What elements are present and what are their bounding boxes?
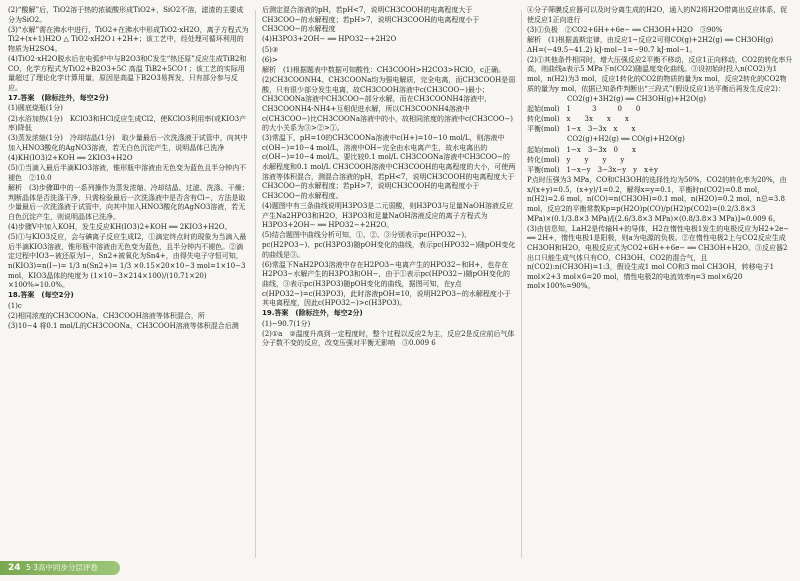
paragraph: 解析 (1)根据盖斯定律，由反应1−反应2可得CO(g)+2H2(g) ══ CH3OH(g) ΔH=(−49.5−41.2) kJ·mol−1=−90.7 kJ·mol−1。 — [527, 35, 781, 54]
paragraph: (3)①负极 ②CO2+6H++6e− ══ CH3OH+H2O ③90% — [527, 25, 723, 34]
column-divider — [255, 10, 256, 558]
column-left — [8, 6, 250, 332]
paragraph: (5)①与KIO3反应，会与碘离子反应生成I2，①滴定终点时的现象为当滴入最后半滴KIO3溶液，锥形瓶中溶液由无色变为蓝色，且半分钟内不褪色。②滴定过程中IO3−被还原为I−，Sn2+被氧化为Sn4+，由得失电子守恒可知，n(KIO3)=n(I−)= 1/3 n(Sn2+)= 1/3 ×0.15×20×10−3 mol=1×10−3 mol，KIO3晶体的纯度为 (1×10−3×214×100)/(10.71×20) ×100%≈10.0%。 — [8, 233, 248, 290]
paragraph: (3)由信息知，LaH2是传输H+的导体，H2在惰性电极1发生的电极反应为H2+2e− ══ 2H+，惰性电极1是阳极，则a为电源的负极。②在惰性电极2上与CO2反应生成CH3OH和H2O，电极反应式为CO2+6H++6e− ══ CH3OH+H2O。③反应器2出口只能生成气体只有CO，CH3OH、CO2的混合气，且n(CO2):n(CH3OH)=1:3，假设生成1 mol CO和3 mol CH3OH，转移电子1 mol×2+3 mol×6=20 mol，惰性电极2的电流效率η=3 mol×6/20 mol×100%=90%。 — [527, 224, 792, 291]
paragraph: (2)①a ②温度升高到一定程度时，整个过程以反应2为主，反应2是反应前后气体分子数不变的反应，改变压强对平衡无影响 ③0.009 6 — [262, 329, 515, 348]
table-row: 起始(mol) 1 3 0 0 — [527, 104, 641, 113]
paragraph: (2)相同浓度的CH3COONa、CH3COOH溶液等体积混合，所 — [8, 311, 205, 320]
paragraph: (4)题图中有三条曲线说明H3PO3是二元弱酸，则H3PO3与足量NaOH溶液反应产生Na2HPO3和H2O，H3PO3和足量NaOH溶液反应的离子方程式为H3PO3+2OH− ══ HPO32−+2H2O。 — [262, 202, 513, 230]
book-title: 5·3高中同步分层评卷 — [26, 563, 98, 572]
table-row: 平衡(mol) 1−x−y 3−3x−y y x+y — [527, 166, 658, 175]
paragraph: (1)c — [8, 301, 22, 310]
answer-heading-19: 19.答案 (除标注外，每空2分) — [262, 309, 363, 318]
paragraph: (3)常温下，pH=10的CH3COONa溶液中c(H+)=10−10 mol/L，则溶液中c(OH−)=10−4 mol/L，溶液中OH−完全由水电离产生，故水电离出的c(OH−)=10−4 mol/L。要比较0.1 mol/L CH3COONa溶液中CH3COO−的水解程度和0.1 mol/L CH3COOH溶液中CH3COOH的电离程度的大小，可使两溶液等体积混合，测混合溶液的pH，若pH<7，说明CH3COOH的电离程度大于CH3COO−的水解程度；若pH>7，说明CH3COOH的电离程度小于CH3COO−的水解程度。 — [262, 134, 516, 200]
paragraph: (2)“酸解”后，TiO2溶于热的浓硫酸形成TiO2+，SiO2不溶，滤渣的主要成分为SiO2。 — [8, 6, 244, 24]
paragraph: (3)“水解”需在沸水中进行，TiO2+在沸水中形成TiO2·xH2O，离子方程式为Ti2+(x+1)H2O △ TiO2·xH2O↓+2H+；该工艺中，经处理可循环利用的物质为H2SO4。 — [8, 25, 249, 53]
paragraph: (4)H3PO3+2OH− ══ HPO32−+2H2O — [262, 35, 397, 44]
paragraph: (5)③ — [262, 45, 279, 54]
answer-heading-18: 18.答案 (每空2分) — [8, 291, 74, 300]
paragraph: (5)结合题图中曲线分析可知，①、②、③分别表示pc(HPO32−)、pc(H2PO3−)、pc(H3PO3)随pOH变化的曲线，表示pc(HPO32−)随pOH变化的曲线是③。 — [262, 231, 516, 259]
table-row: 起始(mol) 1−x 3−3x 0 x — [527, 145, 636, 154]
paragraph: 解析 (1)根据题表中数据可知酸性：CH3COOH>H2CO3>HClO，c正确。 — [262, 65, 505, 74]
paragraph: (2)CH3COONH4、CH3COONa均为强电解质，完全电离，而CH3COOH是弱酸，只有很少部分发生电离，故CH3COOH溶液中c(CH3COO−)最小；CH3COONa溶液中CH3COO−部分水解，而在CH3COONH4溶液中，CH3COONH4-NH4+互相促进水解，所以CH3COONH4溶液中c(CH3COO−)比CH3COONa溶液中的小，故相同浓度的溶液中c(CH3COO−)的大小关系为③>②>①。 — [262, 76, 516, 133]
paragraph: (3)10−4 将0.1 mol/L的CH3COONa、CH3COOH溶液等体积混合后测 — [8, 321, 239, 330]
paragraph: ④分子筛膜反应器可以及时分离生成的H2O，通入的N2将H2O带离出反应体系，促使反应1正向进行 — [527, 6, 788, 24]
page-number: 24 — [8, 563, 21, 573]
column-middle — [262, 6, 516, 350]
paragraph: (4)TiO2·xH2O脱水后在电弧炉中与B2O3和C发生“热还原”反应生成TiB2和CO，化学方程式为TiO2+B2O3+5C 高温 TiB2+5CO↑；该工艺的实际用量超过了理论化学计算用量，原因是高温下B2O3易挥发，只有部分参与反应。 — [8, 55, 247, 92]
answer-heading-17: 17.答案 (除标注外，每空2分) — [8, 94, 109, 103]
paragraph: P点时压强为3 MPa，CO和CH3OH的选择性均为50%，CO2的转化率为20%，由 x/(x+y)=0.5，(x+y)/1=0.2，解得x=y=0.1，平衡时n(CO2)=0.8 mol，n(H2)=2.6 mol，n(CO)=n(CH3OH)=0.1 mol，n(H2O)=0.2 mol，n总=3.8 mol，反应2的平衡常数Kp=p(H2O)p(CO)/p(H2)p(CO2)=(0.2/3.8×3 MPa)×(0.1/3.8×3 MPa)/[(2.6/3.8×3 MPa)×(0.8/3.8×3 MPa)]≈0.009 6。 — [527, 176, 789, 223]
paragraph: (6)常温下NaH2PO3溶液中存在H2PO3−电离产生的HPO32−和H+，也存在H2PO3−水解产生的H3PO3和OH−，由于①表示pc(HPO32−)随pOH变化的曲线，③表示pc(H3PO3)随pOH变化的曲线，据图可知，在y点c(HPO32−)=c(H3PO3)，此时溶液pOH=10，说明H2PO3−的水解程度小于其电离程度，因此c(HPO32−)>c(H3PO3)。 — [262, 260, 511, 308]
table-row: 转化(mol) y y y y — [527, 155, 625, 164]
paragraph: (1)圆底烧瓶(1分) — [8, 104, 63, 113]
page-footer — [0, 557, 800, 581]
column-divider — [521, 10, 522, 558]
column-right — [527, 6, 793, 293]
paragraph: (6)> — [262, 55, 278, 64]
equation-line: CO2(g)+3H2(g) ══ CH3OH(g)+H2O(g) — [567, 94, 706, 103]
table-row: 转化(mol) x 3x x x — [527, 115, 629, 124]
equation-line: CO2(g)+H2(g) ══ CO(g)+H2O(g) — [567, 135, 685, 144]
paragraph: (2)水浴加热(1分) KClO3和HCl反应生成Cl2，使KClO3利用率(或KIO3产率)降低 — [8, 114, 247, 133]
paragraph: (4)KH(IO3)2+KOH ══ 2KIO3+H2O — [8, 154, 133, 163]
paragraph: (2)①其他条件相同时，增大压强反应2平衡不移动，反应1正向移动，CO2的转化率升高，则曲线a表示5 MPa下n(CO2)随温度变化曲线。③设初始时投入n(CO2)为1 mol，n(H2)为3 mol，反应1转化的CO2的物质的量为x mol，反应2转化的CO2物质的量为y mol，依据已知条件判断出“三段式”(假设反应1达平衡后再发生反应2)： — [527, 55, 793, 93]
paragraph: (1)−90.7(1分) — [262, 319, 311, 328]
paragraph: (3)蒸发浓缩(1分) 冷却结晶(1分) 取少量最后一次洗涤液于试管中，向其中加入HNO3酸化的AgNO3溶液，若无白色沉淀产生，说明晶体已洗净 — [8, 134, 248, 152]
paragraph: (4)步骤Ⅴ中加入KOH，发生反应KH(IO3)2+KOH ══ 2KIO3+H2O。 — [8, 223, 232, 231]
paragraph: (5)①当滴入最后半滴KIO3溶液，锥形瓶中溶液由无色变为蓝色且半分钟内不褪色 ②10.0 — [8, 164, 247, 182]
paragraph: 后测定混合溶液的pH，若pH<7，说明CH3COOH的电离程度大于CH3COO−的水解程度；若pH>7，说明CH3COOH的电离程度小于CH3COO−的水解程度 — [262, 6, 480, 34]
paragraph: 解析 (3)步骤Ⅲ中的一系列操作为蒸发浓缩、冷却结晶、过滤、洗涤、干燥；判断晶体是否洗涤干净，只需检验最后一次洗涤液中是否含有Cl−，方法是取少量最后一次洗涤液于试管中，向其中加入HNO3酸化的AgNO3溶液，若无白色沉淀产生，则说明晶体已洗净。 — [8, 184, 249, 221]
table-row: 平衡(mol) 1−x 3−3x x x — [527, 125, 636, 134]
